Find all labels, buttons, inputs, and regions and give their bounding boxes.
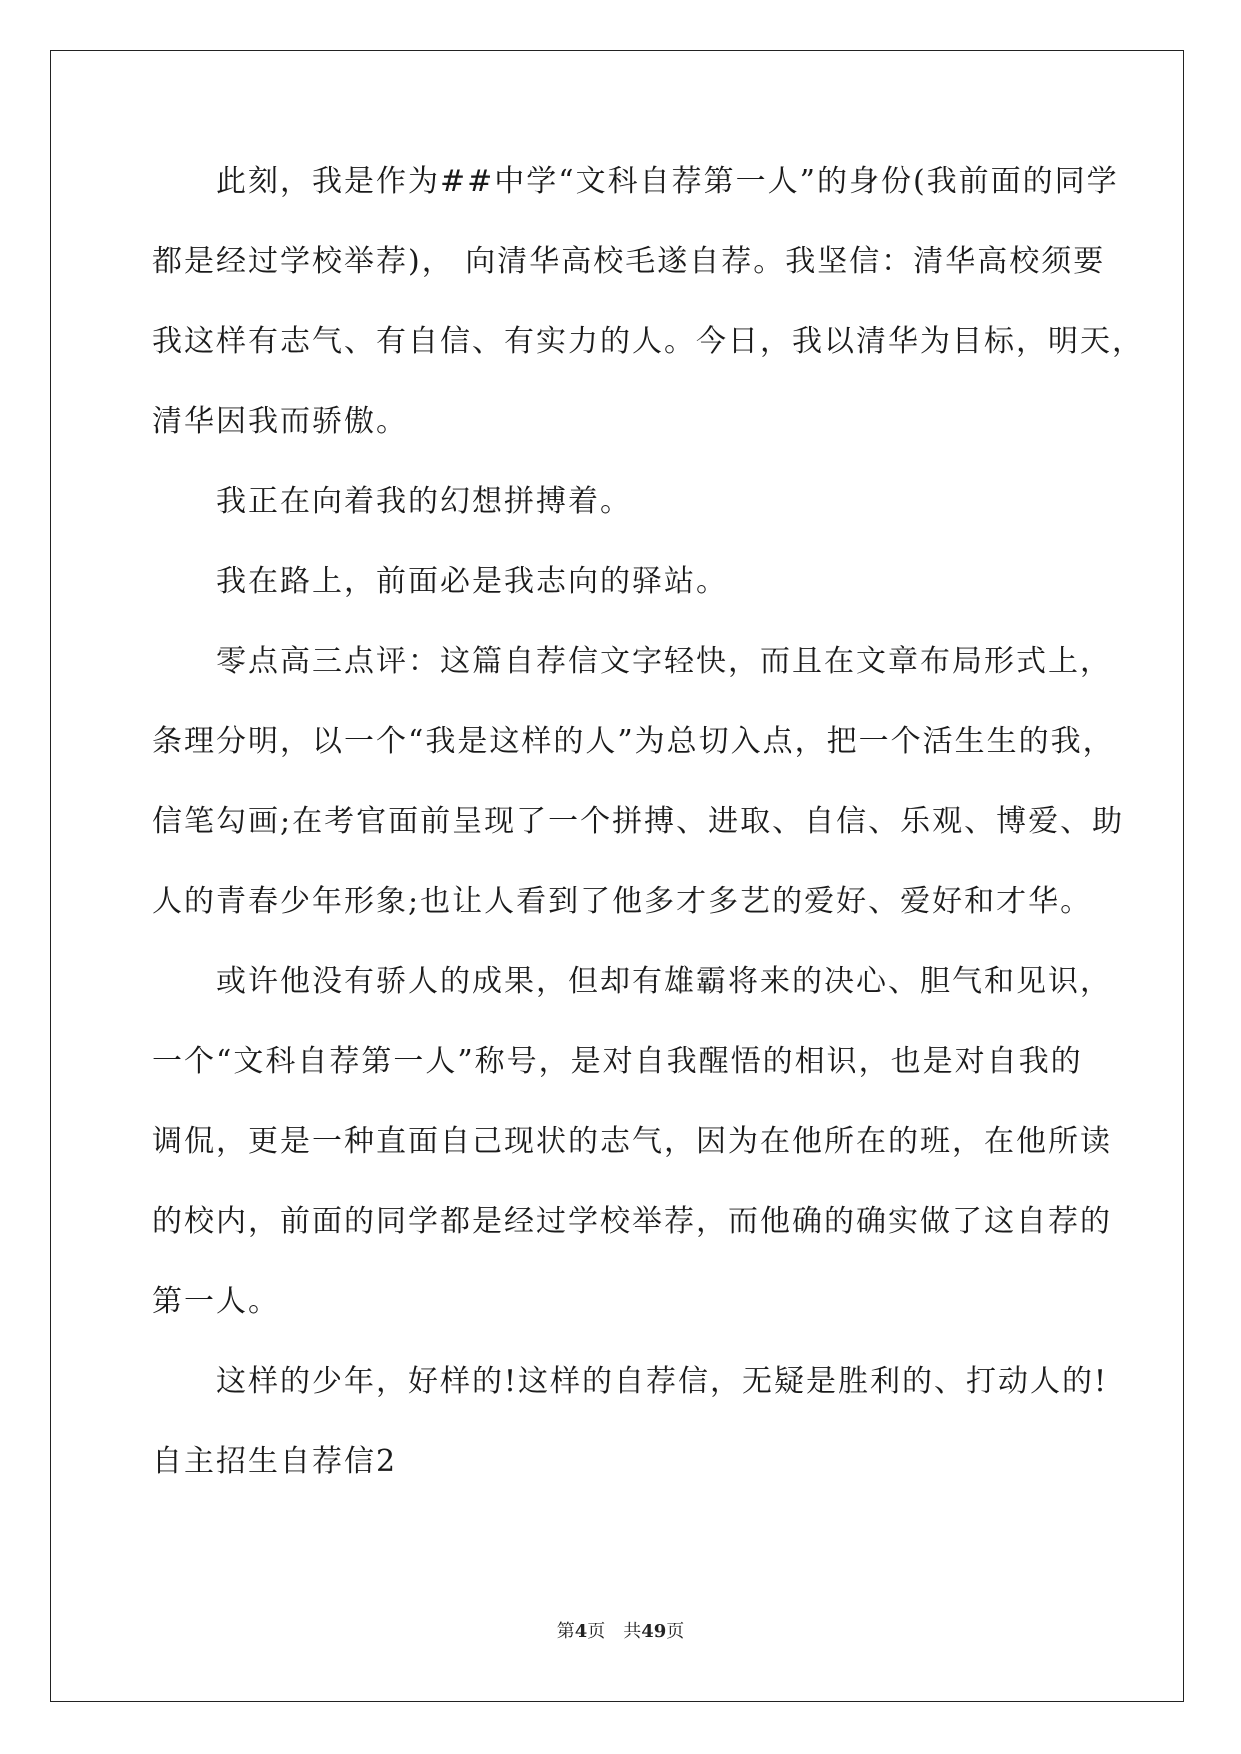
total-suffix: 页	[666, 1621, 685, 1642]
text-line: 这样的少年，好样的!这样的自荐信，无疑是胜利的、打动人的!	[216, 1364, 1109, 1399]
text-line: 一个“文科自荐第一人”称号，是对自我醒悟的相识，也是对自我的	[152, 1044, 1083, 1079]
total-prefix: 共	[623, 1621, 642, 1642]
section-heading: 自主招生自荐信2	[152, 1444, 398, 1479]
text-line: 条理分明，以一个“我是这样的人”为总切入点，把一个活生生的我，	[152, 724, 1115, 759]
text-line: 人的青春少年形象;也让人看到了他多才多艺的爱好、爱好和才华。	[152, 884, 1093, 919]
text-line: 信笔勾画;在考官面前呈现了一个拼搏、进取、自信、乐观、博爱、助	[152, 804, 1125, 839]
page-footer	[0, 1620, 1241, 1644]
text-line: 第一人。	[152, 1284, 280, 1319]
text-line: 我正在向着我的幻想拼搏着。	[216, 484, 632, 519]
text-line: 我在路上，前面必是我志向的驿站。	[216, 564, 728, 599]
page-number: 4	[574, 1621, 588, 1642]
page-prefix: 第	[556, 1621, 575, 1642]
page-suffix: 页	[587, 1621, 606, 1642]
text-line: 零点高三点评：这篇自荐信文字轻快，而且在文章布局形式上，	[216, 644, 1112, 679]
text-line: 清华因我而骄傲。	[152, 404, 408, 439]
text-line: 的校内，前面的同学都是经过学校举荐，而他确的确实做了这自荐的	[152, 1204, 1112, 1239]
text-line: 此刻，我是作为##中学“文科自荐第一人”的身份(我前面的同学	[216, 164, 1119, 199]
total-pages: 49	[641, 1621, 667, 1642]
text-line: 都是经过学校举荐)， 向清华高校毛遂自荐。我坚信：清华高校须要	[152, 244, 1106, 279]
text-line: 调侃，更是一种直面自己现状的志气，因为在他所在的班，在他所读	[152, 1124, 1112, 1159]
text-line: 我这样有志气、有自信、有实力的人。今日，我以清华为目标，明天，	[152, 324, 1144, 359]
text-line: 或许他没有骄人的成果，但却有雄霸将来的决心、胆气和见识，	[216, 964, 1112, 999]
